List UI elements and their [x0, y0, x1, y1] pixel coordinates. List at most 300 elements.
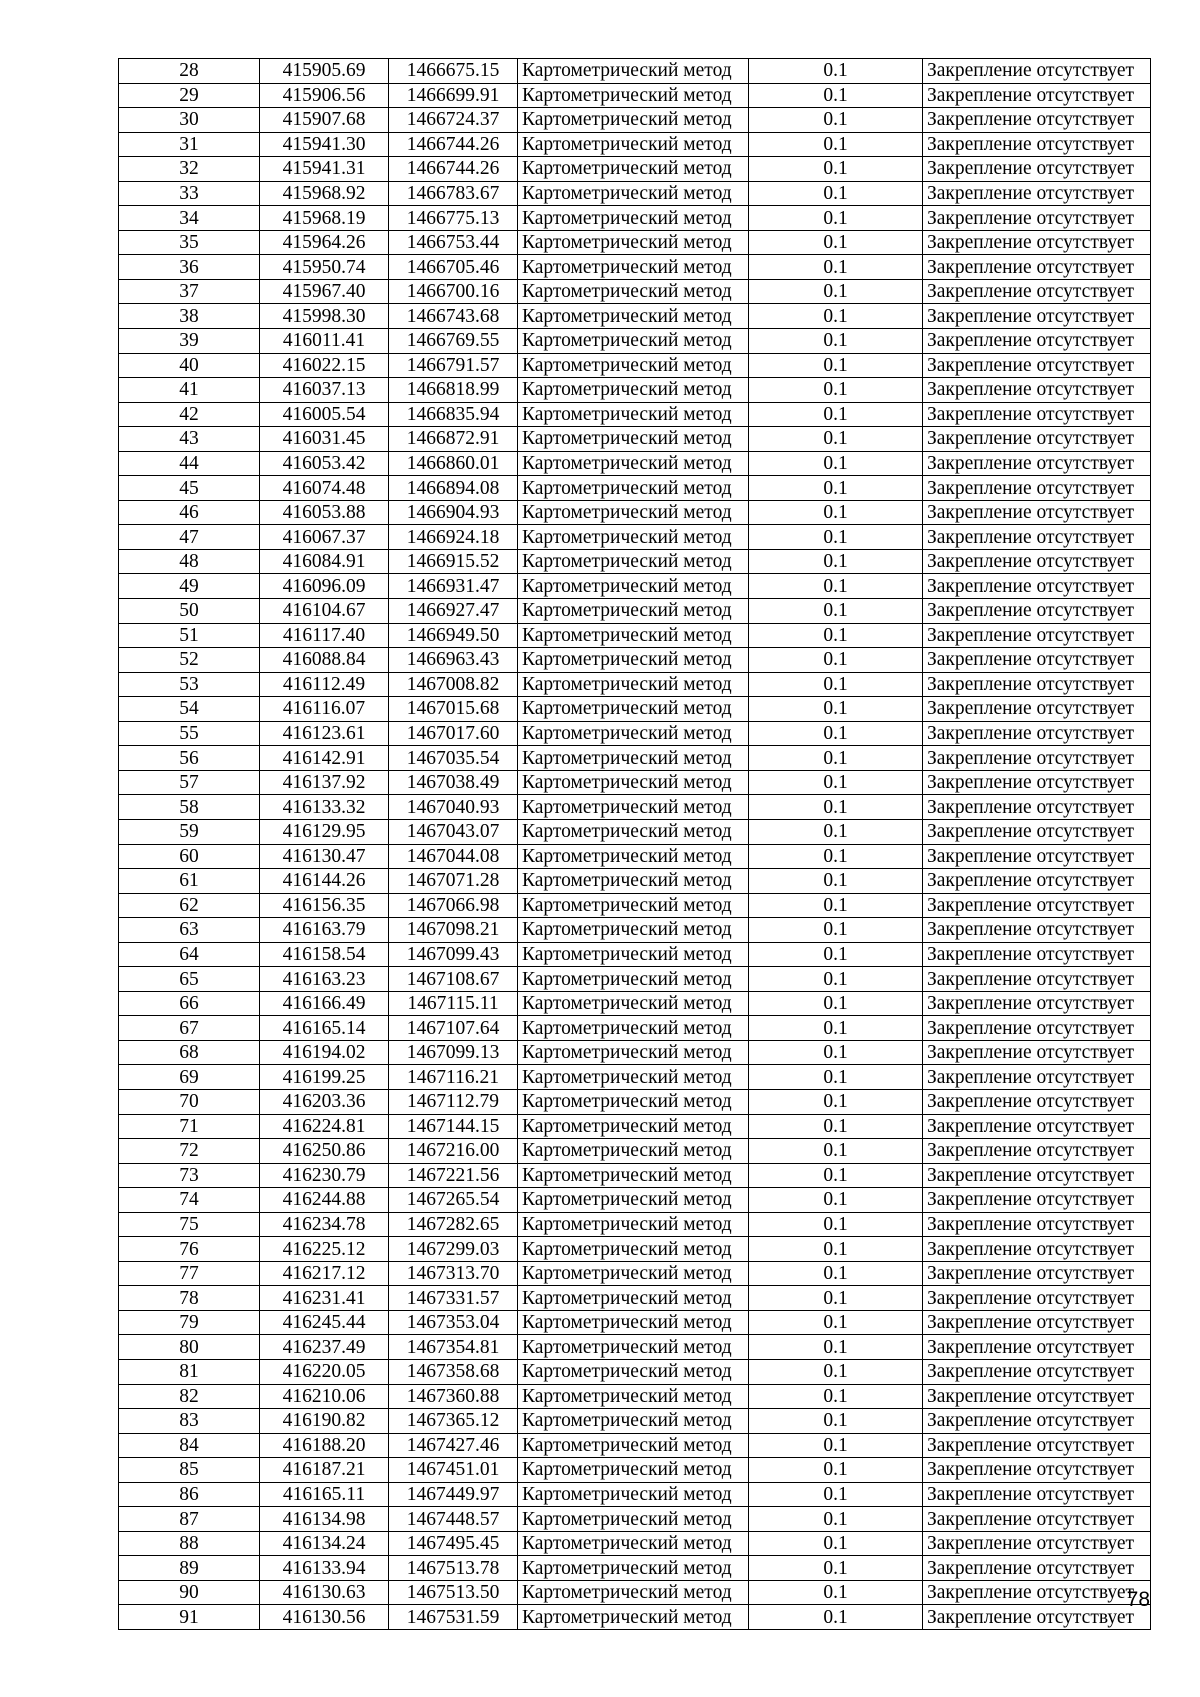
point-number-cell: 64	[119, 942, 260, 967]
x-coordinate-cell: 416194.02	[260, 1040, 389, 1065]
fixation-cell: Закрепление отсутствует	[923, 304, 1151, 329]
method-cell: Картометрический метод	[518, 525, 749, 550]
table-row	[119, 599, 1151, 624]
y-coordinate-cell: 1467071.28	[389, 869, 518, 894]
point-number-cell: 49	[119, 574, 260, 599]
x-coordinate-cell: 416144.26	[260, 869, 389, 894]
y-coordinate-cell: 1466835.94	[389, 402, 518, 427]
y-coordinate-cell: 1466724.37	[389, 108, 518, 133]
method-cell: Картометрический метод	[518, 402, 749, 427]
x-coordinate-cell: 416053.88	[260, 500, 389, 525]
accuracy-cell: 0.1	[749, 157, 923, 182]
accuracy-cell: 0.1	[749, 844, 923, 869]
x-coordinate-cell: 416190.82	[260, 1409, 389, 1434]
point-number-cell: 59	[119, 819, 260, 844]
point-number-cell: 43	[119, 427, 260, 452]
y-coordinate-cell: 1467015.68	[389, 697, 518, 722]
table-row	[119, 549, 1151, 574]
fixation-cell: Закрепление отсутствует	[923, 1286, 1151, 1311]
method-cell: Картометрический метод	[518, 1507, 749, 1532]
accuracy-cell: 0.1	[749, 1016, 923, 1041]
table-row	[119, 844, 1151, 869]
x-coordinate-cell: 416158.54	[260, 942, 389, 967]
method-cell: Картометрический метод	[518, 623, 749, 648]
x-coordinate-cell: 416037.13	[260, 378, 389, 403]
point-number-cell: 44	[119, 451, 260, 476]
fixation-cell: Закрепление отсутствует	[923, 1335, 1151, 1360]
fixation-cell: Закрепление отсутствует	[923, 402, 1151, 427]
accuracy-cell: 0.1	[749, 991, 923, 1016]
method-cell: Картометрический метод	[518, 1335, 749, 1360]
point-number-cell: 79	[119, 1310, 260, 1335]
method-cell: Картометрический метод	[518, 599, 749, 624]
method-cell: Картометрический метод	[518, 1114, 749, 1139]
x-coordinate-cell: 416230.79	[260, 1163, 389, 1188]
y-coordinate-cell: 1466818.99	[389, 378, 518, 403]
table-row	[119, 942, 1151, 967]
method-cell: Картометрический метод	[518, 451, 749, 476]
fixation-cell: Закрепление отсутствует	[923, 1605, 1151, 1630]
fixation-cell: Закрепление отсутствует	[923, 1359, 1151, 1384]
table-row	[119, 1114, 1151, 1139]
method-cell: Картометрический метод	[518, 1261, 749, 1286]
fixation-cell: Закрепление отсутствует	[923, 721, 1151, 746]
accuracy-cell: 0.1	[749, 1384, 923, 1409]
point-number-cell: 52	[119, 648, 260, 673]
table-row	[119, 1605, 1151, 1630]
point-number-cell: 35	[119, 230, 260, 255]
fixation-cell: Закрепление отсутствует	[923, 648, 1151, 673]
fixation-cell: Закрепление отсутствует	[923, 1556, 1151, 1581]
x-coordinate-cell: 416096.09	[260, 574, 389, 599]
fixation-cell: Закрепление отсутствует	[923, 1212, 1151, 1237]
y-coordinate-cell: 1466894.08	[389, 476, 518, 501]
method-cell: Картометрический метод	[518, 1409, 749, 1434]
y-coordinate-cell: 1466927.47	[389, 599, 518, 624]
y-coordinate-cell: 1466700.16	[389, 279, 518, 304]
fixation-cell: Закрепление отсутствует	[923, 599, 1151, 624]
accuracy-cell: 0.1	[749, 1212, 923, 1237]
accuracy-cell: 0.1	[749, 1310, 923, 1335]
accuracy-cell: 0.1	[749, 697, 923, 722]
fixation-cell: Закрепление отсутствует	[923, 451, 1151, 476]
y-coordinate-cell: 1466963.43	[389, 648, 518, 673]
fixation-cell: Закрепление отсутствует	[923, 279, 1151, 304]
table-row	[119, 1139, 1151, 1164]
method-cell: Картометрический метод	[518, 1016, 749, 1041]
fixation-cell: Закрепление отсутствует	[923, 1089, 1151, 1114]
table-row	[119, 918, 1151, 943]
x-coordinate-cell: 416244.88	[260, 1188, 389, 1213]
fixation-cell: Закрепление отсутствует	[923, 623, 1151, 648]
y-coordinate-cell: 1467008.82	[389, 672, 518, 697]
method-cell: Картометрический метод	[518, 1384, 749, 1409]
x-coordinate-cell: 416129.95	[260, 819, 389, 844]
point-number-cell: 83	[119, 1409, 260, 1434]
x-coordinate-cell: 416053.42	[260, 451, 389, 476]
fixation-cell: Закрепление отсутствует	[923, 329, 1151, 354]
fixation-cell: Закрепление отсутствует	[923, 59, 1151, 84]
fixation-cell: Закрепление отсутствует	[923, 1310, 1151, 1335]
accuracy-cell: 0.1	[749, 1605, 923, 1630]
fixation-cell: Закрепление отсутствует	[923, 746, 1151, 771]
y-coordinate-cell: 1466931.47	[389, 574, 518, 599]
table-row	[119, 721, 1151, 746]
x-coordinate-cell: 415941.31	[260, 157, 389, 182]
x-coordinate-cell: 416022.15	[260, 353, 389, 378]
x-coordinate-cell: 416005.54	[260, 402, 389, 427]
accuracy-cell: 0.1	[749, 181, 923, 206]
fixation-cell: Закрепление отсутствует	[923, 672, 1151, 697]
fixation-cell: Закрепление отсутствует	[923, 181, 1151, 206]
point-number-cell: 33	[119, 181, 260, 206]
method-cell: Картометрический метод	[518, 1065, 749, 1090]
accuracy-cell: 0.1	[749, 746, 923, 771]
accuracy-cell: 0.1	[749, 623, 923, 648]
table-row	[119, 378, 1151, 403]
fixation-cell: Закрепление отсутствует	[923, 255, 1151, 280]
y-coordinate-cell: 1466744.26	[389, 132, 518, 157]
method-cell: Картометрический метод	[518, 1040, 749, 1065]
y-coordinate-cell: 1467112.79	[389, 1089, 518, 1114]
table-row	[119, 255, 1151, 280]
table-row	[119, 230, 1151, 255]
table-row	[119, 1384, 1151, 1409]
x-coordinate-cell: 416067.37	[260, 525, 389, 550]
accuracy-cell: 0.1	[749, 1163, 923, 1188]
accuracy-cell: 0.1	[749, 1482, 923, 1507]
method-cell: Картометрический метод	[518, 157, 749, 182]
table-row	[119, 1286, 1151, 1311]
point-number-cell: 36	[119, 255, 260, 280]
x-coordinate-cell: 415968.92	[260, 181, 389, 206]
x-coordinate-cell: 416084.91	[260, 549, 389, 574]
accuracy-cell: 0.1	[749, 329, 923, 354]
y-coordinate-cell: 1466675.15	[389, 59, 518, 84]
point-number-cell: 30	[119, 108, 260, 133]
point-number-cell: 84	[119, 1433, 260, 1458]
x-coordinate-cell: 415905.69	[260, 59, 389, 84]
accuracy-cell: 0.1	[749, 1335, 923, 1360]
table-row	[119, 746, 1151, 771]
point-number-cell: 57	[119, 770, 260, 795]
accuracy-cell: 0.1	[749, 304, 923, 329]
point-number-cell: 42	[119, 402, 260, 427]
table-row	[119, 402, 1151, 427]
accuracy-cell: 0.1	[749, 869, 923, 894]
accuracy-cell: 0.1	[749, 476, 923, 501]
x-coordinate-cell: 415906.56	[260, 83, 389, 108]
table-row	[119, 157, 1151, 182]
fixation-cell: Закрепление отсутствует	[923, 942, 1151, 967]
table-row	[119, 1016, 1151, 1041]
y-coordinate-cell: 1467043.07	[389, 819, 518, 844]
table-row	[119, 1310, 1151, 1335]
method-cell: Картометрический метод	[518, 476, 749, 501]
x-coordinate-cell: 416224.81	[260, 1114, 389, 1139]
accuracy-cell: 0.1	[749, 500, 923, 525]
point-number-cell: 66	[119, 991, 260, 1016]
fixation-cell: Закрепление отсутствует	[923, 918, 1151, 943]
y-coordinate-cell: 1467360.88	[389, 1384, 518, 1409]
x-coordinate-cell: 416165.11	[260, 1482, 389, 1507]
table-row	[119, 1507, 1151, 1532]
table-row	[119, 329, 1151, 354]
method-cell: Картометрический метод	[518, 255, 749, 280]
y-coordinate-cell: 1467448.57	[389, 1507, 518, 1532]
x-coordinate-cell: 416210.06	[260, 1384, 389, 1409]
method-cell: Картометрический метод	[518, 1531, 749, 1556]
table-row	[119, 83, 1151, 108]
fixation-cell: Закрепление отсутствует	[923, 1433, 1151, 1458]
fixation-cell: Закрепление отсутствует	[923, 1016, 1151, 1041]
accuracy-cell: 0.1	[749, 1065, 923, 1090]
point-number-cell: 47	[119, 525, 260, 550]
point-number-cell: 28	[119, 59, 260, 84]
table-row	[119, 108, 1151, 133]
fixation-cell: Закрепление отсутствует	[923, 378, 1151, 403]
accuracy-cell: 0.1	[749, 721, 923, 746]
fixation-cell: Закрепление отсутствует	[923, 549, 1151, 574]
fixation-cell: Закрепление отсутствует	[923, 1261, 1151, 1286]
point-number-cell: 61	[119, 869, 260, 894]
accuracy-cell: 0.1	[749, 378, 923, 403]
table-row	[119, 967, 1151, 992]
table-body	[119, 59, 1151, 1630]
x-coordinate-cell: 415941.30	[260, 132, 389, 157]
fixation-cell: Закрепление отсутствует	[923, 525, 1151, 550]
y-coordinate-cell: 1467116.21	[389, 1065, 518, 1090]
point-number-cell: 75	[119, 1212, 260, 1237]
y-coordinate-cell: 1466791.57	[389, 353, 518, 378]
accuracy-cell: 0.1	[749, 770, 923, 795]
point-number-cell: 32	[119, 157, 260, 182]
method-cell: Картометрический метод	[518, 648, 749, 673]
accuracy-cell: 0.1	[749, 795, 923, 820]
point-number-cell: 58	[119, 795, 260, 820]
y-coordinate-cell: 1466699.91	[389, 83, 518, 108]
fixation-cell: Закрепление отсутствует	[923, 1531, 1151, 1556]
table-row	[119, 304, 1151, 329]
y-coordinate-cell: 1466949.50	[389, 623, 518, 648]
accuracy-cell: 0.1	[749, 402, 923, 427]
method-cell: Картометрический метод	[518, 770, 749, 795]
y-coordinate-cell: 1467313.70	[389, 1261, 518, 1286]
accuracy-cell: 0.1	[749, 132, 923, 157]
method-cell: Картометрический метод	[518, 329, 749, 354]
accuracy-cell: 0.1	[749, 1580, 923, 1605]
accuracy-cell: 0.1	[749, 206, 923, 231]
method-cell: Картометрический метод	[518, 1359, 749, 1384]
x-coordinate-cell: 416031.45	[260, 427, 389, 452]
table-row	[119, 869, 1151, 894]
x-coordinate-cell: 415907.68	[260, 108, 389, 133]
method-cell: Картометрический метод	[518, 1163, 749, 1188]
point-number-cell: 68	[119, 1040, 260, 1065]
y-coordinate-cell: 1467144.15	[389, 1114, 518, 1139]
x-coordinate-cell: 416130.47	[260, 844, 389, 869]
y-coordinate-cell: 1467099.13	[389, 1040, 518, 1065]
method-cell: Картометрический метод	[518, 721, 749, 746]
x-coordinate-cell: 416165.14	[260, 1016, 389, 1041]
table-row	[119, 1335, 1151, 1360]
table-row	[119, 1089, 1151, 1114]
x-coordinate-cell: 416234.78	[260, 1212, 389, 1237]
point-number-cell: 34	[119, 206, 260, 231]
point-number-cell: 82	[119, 1384, 260, 1409]
method-cell: Картометрический метод	[518, 967, 749, 992]
method-cell: Картометрический метод	[518, 304, 749, 329]
table-row	[119, 1040, 1151, 1065]
x-coordinate-cell: 416217.12	[260, 1261, 389, 1286]
y-coordinate-cell: 1466904.93	[389, 500, 518, 525]
x-coordinate-cell: 415950.74	[260, 255, 389, 280]
point-number-cell: 55	[119, 721, 260, 746]
fixation-cell: Закрепление отсутствует	[923, 230, 1151, 255]
accuracy-cell: 0.1	[749, 1556, 923, 1581]
x-coordinate-cell: 416166.49	[260, 991, 389, 1016]
accuracy-cell: 0.1	[749, 255, 923, 280]
table-row	[119, 623, 1151, 648]
fixation-cell: Закрепление отсутствует	[923, 132, 1151, 157]
table-row	[119, 1163, 1151, 1188]
x-coordinate-cell: 416104.67	[260, 599, 389, 624]
table-row	[119, 795, 1151, 820]
point-number-cell: 40	[119, 353, 260, 378]
x-coordinate-cell: 416245.44	[260, 1310, 389, 1335]
y-coordinate-cell: 1466860.01	[389, 451, 518, 476]
method-cell: Картометрический метод	[518, 549, 749, 574]
accuracy-cell: 0.1	[749, 1507, 923, 1532]
x-coordinate-cell: 416112.49	[260, 672, 389, 697]
x-coordinate-cell: 416134.24	[260, 1531, 389, 1556]
table-row	[119, 1212, 1151, 1237]
y-coordinate-cell: 1467040.93	[389, 795, 518, 820]
point-number-cell: 74	[119, 1188, 260, 1213]
fixation-cell: Закрепление отсутствует	[923, 697, 1151, 722]
y-coordinate-cell: 1467035.54	[389, 746, 518, 771]
accuracy-cell: 0.1	[749, 1139, 923, 1164]
point-number-cell: 37	[119, 279, 260, 304]
y-coordinate-cell: 1467221.56	[389, 1163, 518, 1188]
x-coordinate-cell: 416133.94	[260, 1556, 389, 1581]
fixation-cell: Закрепление отсутствует	[923, 157, 1151, 182]
accuracy-cell: 0.1	[749, 819, 923, 844]
point-number-cell: 80	[119, 1335, 260, 1360]
y-coordinate-cell: 1466915.52	[389, 549, 518, 574]
y-coordinate-cell: 1466924.18	[389, 525, 518, 550]
method-cell: Картометрический метод	[518, 353, 749, 378]
x-coordinate-cell: 415998.30	[260, 304, 389, 329]
x-coordinate-cell: 416142.91	[260, 746, 389, 771]
table-row	[119, 991, 1151, 1016]
accuracy-cell: 0.1	[749, 648, 923, 673]
point-number-cell: 77	[119, 1261, 260, 1286]
x-coordinate-cell: 416011.41	[260, 329, 389, 354]
accuracy-cell: 0.1	[749, 83, 923, 108]
accuracy-cell: 0.1	[749, 1409, 923, 1434]
method-cell: Картометрический метод	[518, 819, 749, 844]
method-cell: Картометрический метод	[518, 869, 749, 894]
point-number-cell: 56	[119, 746, 260, 771]
y-coordinate-cell: 1467265.54	[389, 1188, 518, 1213]
y-coordinate-cell: 1467099.43	[389, 942, 518, 967]
table-row	[119, 1580, 1151, 1605]
table-row	[119, 893, 1151, 918]
x-coordinate-cell: 416074.48	[260, 476, 389, 501]
x-coordinate-cell: 416130.63	[260, 1580, 389, 1605]
y-coordinate-cell: 1467495.45	[389, 1531, 518, 1556]
table-row	[119, 1065, 1151, 1090]
method-cell: Картометрический метод	[518, 844, 749, 869]
x-coordinate-cell: 415967.40	[260, 279, 389, 304]
accuracy-cell: 0.1	[749, 942, 923, 967]
accuracy-cell: 0.1	[749, 1114, 923, 1139]
point-number-cell: 46	[119, 500, 260, 525]
x-coordinate-cell: 416088.84	[260, 648, 389, 673]
accuracy-cell: 0.1	[749, 1458, 923, 1483]
accuracy-cell: 0.1	[749, 918, 923, 943]
table-row	[119, 1188, 1151, 1213]
method-cell: Картометрический метод	[518, 942, 749, 967]
fixation-cell: Закрепление отсутствует	[923, 1163, 1151, 1188]
x-coordinate-cell: 416187.21	[260, 1458, 389, 1483]
point-number-cell: 70	[119, 1089, 260, 1114]
y-coordinate-cell: 1466753.44	[389, 230, 518, 255]
page-number: 78	[1126, 1588, 1150, 1611]
accuracy-cell: 0.1	[749, 599, 923, 624]
y-coordinate-cell: 1467331.57	[389, 1286, 518, 1311]
fixation-cell: Закрепление отсутствует	[923, 1139, 1151, 1164]
y-coordinate-cell: 1467513.50	[389, 1580, 518, 1605]
y-coordinate-cell: 1467044.08	[389, 844, 518, 869]
point-number-cell: 31	[119, 132, 260, 157]
y-coordinate-cell: 1467282.65	[389, 1212, 518, 1237]
x-coordinate-cell: 416137.92	[260, 770, 389, 795]
point-number-cell: 45	[119, 476, 260, 501]
table-row	[119, 206, 1151, 231]
fixation-cell: Закрепление отсутствует	[923, 967, 1151, 992]
point-number-cell: 51	[119, 623, 260, 648]
fixation-cell: Закрепление отсутствует	[923, 844, 1151, 869]
table-row	[119, 525, 1151, 550]
accuracy-cell: 0.1	[749, 525, 923, 550]
fixation-cell: Закрепление отсутствует	[923, 1188, 1151, 1213]
table-row	[119, 819, 1151, 844]
accuracy-cell: 0.1	[749, 279, 923, 304]
y-coordinate-cell: 1467098.21	[389, 918, 518, 943]
method-cell: Картометрический метод	[518, 1605, 749, 1630]
fixation-cell: Закрепление отсутствует	[923, 1458, 1151, 1483]
fixation-cell: Закрепление отсутствует	[923, 1482, 1151, 1507]
point-number-cell: 38	[119, 304, 260, 329]
point-number-cell: 72	[119, 1139, 260, 1164]
accuracy-cell: 0.1	[749, 1359, 923, 1384]
x-coordinate-cell: 416250.86	[260, 1139, 389, 1164]
fixation-cell: Закрепление отсутствует	[923, 1114, 1151, 1139]
method-cell: Картометрический метод	[518, 83, 749, 108]
fixation-cell: Закрепление отсутствует	[923, 83, 1151, 108]
point-number-cell: 81	[119, 1359, 260, 1384]
method-cell: Картометрический метод	[518, 918, 749, 943]
accuracy-cell: 0.1	[749, 967, 923, 992]
method-cell: Картометрический метод	[518, 1482, 749, 1507]
point-number-cell: 54	[119, 697, 260, 722]
fixation-cell: Закрепление отсутствует	[923, 991, 1151, 1016]
table-row	[119, 59, 1151, 84]
y-coordinate-cell: 1467017.60	[389, 721, 518, 746]
method-cell: Картометрический метод	[518, 1212, 749, 1237]
